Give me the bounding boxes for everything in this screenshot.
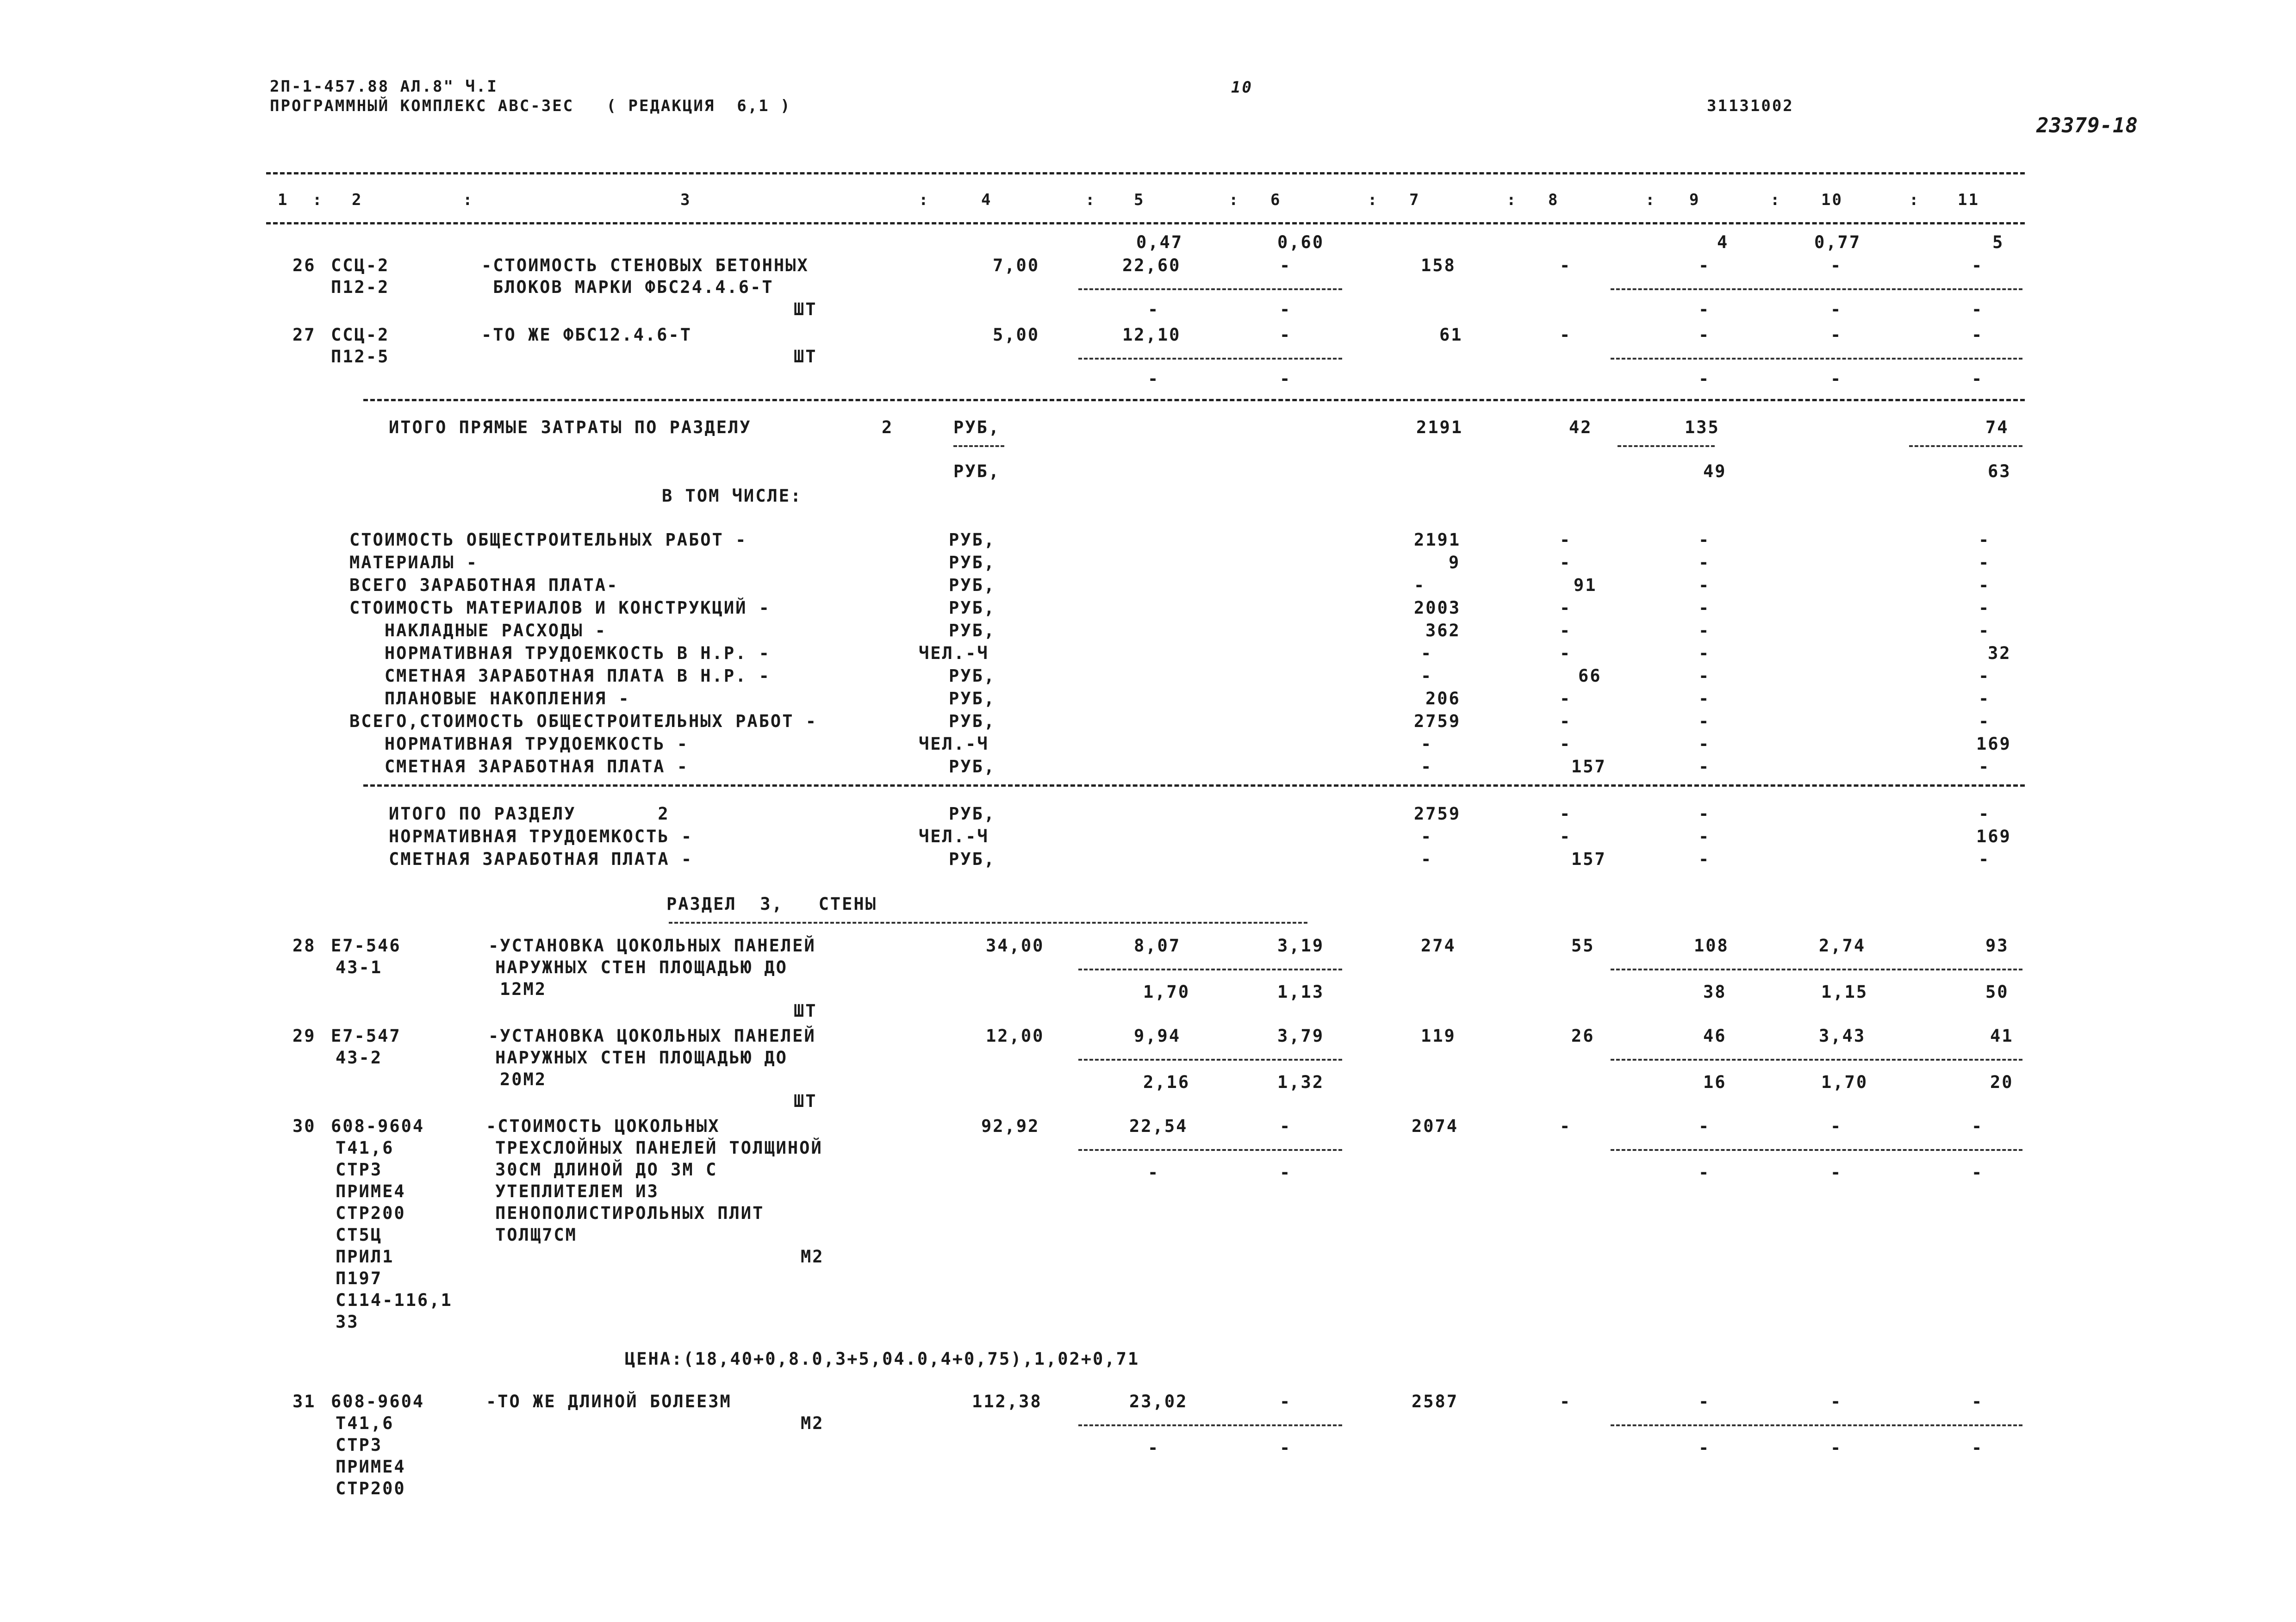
- cell-c7: 274: [1421, 936, 1456, 956]
- col-header-11: 11: [1958, 191, 1979, 209]
- breakdown-c9: -: [1699, 689, 1711, 708]
- item-desc-line: -СТОИМОСТЬ ЦОКОЛЬНЫХ: [486, 1116, 720, 1136]
- cell-qty: 12,00: [986, 1026, 1045, 1046]
- breakdown-c7: -: [1421, 643, 1433, 663]
- breakdown-c7: -: [1414, 575, 1426, 595]
- cell-c6: 3,79: [1277, 1026, 1325, 1046]
- totals-c7: -: [1421, 849, 1433, 869]
- cell-c10: -: [1830, 255, 1842, 275]
- breakdown-unit: РУБ,: [949, 598, 996, 618]
- breakdown-unit: РУБ,: [949, 757, 996, 777]
- item-desc-line: 30СМ ДЛИНОЙ ДО 3М С: [495, 1160, 718, 1180]
- cell-c10-bottom: -: [1830, 299, 1842, 319]
- breakdown-c9: -: [1699, 598, 1711, 618]
- cell-qty: 5,00: [993, 325, 1040, 345]
- totals-c8: -: [1560, 827, 1572, 846]
- cell-c5-bottom: 1,70: [1143, 982, 1190, 1002]
- cell-c5-top: 0,47: [1136, 232, 1183, 252]
- breakdown-label: СТОИМОСТЬ ОБЩЕСТРОИТЕЛЬНЫХ РАБОТ -: [349, 530, 747, 550]
- breakdown-c9: -: [1699, 575, 1711, 595]
- breakdown-c7: 206: [1425, 689, 1461, 708]
- breakdown-c7: 362: [1425, 621, 1461, 640]
- breakdown-c11: -: [1979, 621, 1991, 640]
- cell-c9-bottom: -: [1699, 1438, 1711, 1458]
- cell-c7: 61: [1439, 325, 1463, 345]
- item-code-line: СТР3: [336, 1160, 383, 1180]
- item-unit: М2: [801, 1247, 824, 1267]
- cell-divider: [1611, 1149, 2022, 1151]
- cell-c8: -: [1560, 325, 1572, 345]
- breakdown-c11: 32: [1988, 643, 2011, 663]
- direct-costs-c11: 74: [1985, 417, 2009, 437]
- cell-c9-bottom: -: [1699, 1162, 1711, 1182]
- price-formula: ЦЕНА:(18,40+0,8.0,3+5,04.0,4+0,75),1,02+0,71: [625, 1349, 1140, 1369]
- cell-c9-bottom: -: [1699, 299, 1711, 319]
- item-desc-line: -СТОИМОСТЬ СТЕНОВЫХ БЕТОННЫХ: [481, 255, 809, 275]
- breakdown-c7: 2759: [1414, 711, 1461, 731]
- breakdown-unit: РУБ,: [949, 711, 996, 731]
- breakdown-c11: -: [1979, 553, 1991, 572]
- cell-c6: 3,19: [1277, 936, 1325, 956]
- cell-c6: -: [1280, 325, 1292, 345]
- cell-c8: -: [1560, 1116, 1572, 1136]
- cell-c9: -: [1699, 1392, 1711, 1411]
- totals-c8: -: [1560, 804, 1572, 824]
- direct-costs-c9-bottom: 49: [1703, 461, 1727, 481]
- cell-divider: [1611, 358, 2022, 360]
- cell-c8: -: [1560, 255, 1572, 275]
- breakdown-c8: 66: [1578, 666, 1602, 686]
- item-code-line: 43-1: [336, 957, 383, 977]
- direct-costs-c8: 42: [1569, 417, 1593, 437]
- breakdown-c7: -: [1421, 757, 1433, 777]
- totals-c7: 2759: [1414, 804, 1461, 824]
- breakdown-c8: -: [1560, 689, 1572, 708]
- cell-c6: -: [1280, 1392, 1292, 1411]
- cell-divider: [1078, 1149, 1342, 1151]
- breakdown-c8: -: [1560, 643, 1572, 663]
- breakdown-c9: -: [1699, 621, 1711, 640]
- item-code-line: П12-2: [331, 277, 390, 297]
- direct-costs-unit: РУБ,: [953, 461, 1001, 481]
- breakdown-c11: -: [1979, 711, 1991, 731]
- cell-c11-bottom: -: [1972, 299, 1984, 319]
- cell-c7: 2587: [1412, 1392, 1459, 1411]
- item-desc-line: УТЕПЛИТЕЛЕМ ИЗ: [495, 1181, 659, 1201]
- item-desc-line: 20М2: [500, 1069, 547, 1089]
- direct-costs-unit: РУБ,: [953, 417, 1001, 437]
- breakdown-c8: 91: [1574, 575, 1597, 595]
- totals-label: СМЕТНАЯ ЗАРАБОТНАЯ ПЛАТА -: [389, 849, 693, 869]
- cell-c9: 46: [1703, 1026, 1727, 1046]
- totals-unit: РУБ,: [949, 804, 996, 824]
- breakdown-unit: ЧЕЛ.-Ч: [919, 643, 989, 663]
- cell-divider: [1078, 969, 1342, 970]
- breakdown-label: МАТЕРИАЛЫ -: [349, 553, 479, 572]
- cell-c11: -: [1972, 1116, 1984, 1136]
- cell-c10-bottom: -: [1830, 369, 1842, 389]
- totals-c9: -: [1699, 827, 1711, 846]
- cell-c9: 108: [1694, 936, 1729, 956]
- col-header-6: 6: [1270, 191, 1282, 209]
- totals-label: НОРМАТИВНАЯ ТРУДОЕМКОСТЬ -: [389, 827, 693, 846]
- item-code-line: СТР200: [336, 1203, 406, 1223]
- item-code-line: Е7-546: [331, 936, 401, 956]
- breakdown-unit: РУБ,: [949, 689, 996, 708]
- cell-c10-top: 0,77: [1814, 232, 1861, 252]
- cell-c10: 2,74: [1819, 936, 1866, 956]
- cell-c11-top: 5: [1992, 232, 2004, 252]
- item-number: 27: [292, 325, 316, 345]
- item-number: 29: [292, 1026, 316, 1046]
- cell-c10-bottom: -: [1830, 1438, 1842, 1458]
- cell-c9-bottom: 16: [1703, 1072, 1727, 1092]
- table-top-rule: [266, 172, 2025, 174]
- cell-c5-bottom: -: [1148, 1162, 1160, 1182]
- item-unit: ШТ: [794, 1001, 817, 1021]
- cell-c11-bottom: 20: [1990, 1072, 2014, 1092]
- item-desc-line: БЛОКОВ МАРКИ ФБС24.4.6-Т: [493, 277, 774, 297]
- breakdown-unit: РУБ,: [949, 575, 996, 595]
- col-header-5: 5: [1134, 191, 1145, 209]
- cell-qty: 92,92: [981, 1116, 1040, 1136]
- cell-c6-top: 0,60: [1277, 232, 1325, 252]
- cell-c9-bottom: 38: [1703, 982, 1727, 1002]
- breakdown-label: НОРМАТИВНАЯ ТРУДОЕМКОСТЬ В Н.Р. -: [349, 643, 771, 663]
- cell-c6-bottom: 1,32: [1277, 1072, 1325, 1092]
- cell-c10: -: [1830, 325, 1842, 345]
- cell-divider: [1078, 288, 1342, 290]
- cell-c6-bottom: 1,13: [1277, 982, 1325, 1002]
- item-desc-line: -ТО ЖЕ ФБС12.4.6-Т: [481, 325, 692, 345]
- cell-divider: [1618, 445, 1715, 447]
- cell-c8: -: [1560, 1392, 1572, 1411]
- item-code-line: ПРИЛ1: [336, 1247, 394, 1267]
- breakdown-c9: -: [1699, 530, 1711, 550]
- totals-c8: 157: [1571, 849, 1606, 869]
- breakdown-label: НОРМАТИВНАЯ ТРУДОЕМКОСТЬ -: [349, 734, 689, 754]
- cell-divider: [1078, 358, 1342, 360]
- cell-c5-bottom: -: [1148, 299, 1160, 319]
- item-code-line: ПРИМЕ4: [336, 1181, 406, 1201]
- col-header-1: 1: [278, 191, 289, 209]
- direct-costs-c7: 2191: [1416, 417, 1463, 437]
- cell-c10-bottom: 1,70: [1821, 1072, 1868, 1092]
- item-unit: М2: [801, 1413, 824, 1433]
- cell-c11: -: [1972, 255, 1984, 275]
- col-header-8: 8: [1548, 191, 1559, 209]
- cell-c5: 8,07: [1134, 936, 1181, 956]
- totals-c11: 169: [1976, 827, 2011, 846]
- cell-c11-bottom: -: [1972, 1438, 1984, 1458]
- cell-c6-bottom: -: [1280, 1162, 1292, 1182]
- cell-c11: 93: [1985, 936, 2009, 956]
- totals-c11: -: [1979, 804, 1991, 824]
- cell-c11-bottom: -: [1972, 369, 1984, 389]
- breakdown-c11: -: [1979, 666, 1991, 686]
- item-desc-line: 12М2: [500, 979, 547, 999]
- totals-unit: РУБ,: [949, 849, 996, 869]
- cell-c9-bottom: -: [1699, 369, 1711, 389]
- item-unit: ШТ: [794, 299, 817, 319]
- cell-c10: -: [1830, 1392, 1842, 1411]
- breakdown-label: СТОИМОСТЬ МАТЕРИАЛОВ И КОНСТРУКЦИЙ -: [349, 598, 771, 618]
- item-desc-line: ТОЛЩ7СМ: [495, 1225, 577, 1245]
- item-number: 30: [292, 1116, 316, 1136]
- breakdown-c11: -: [1979, 757, 1991, 777]
- item-desc-line: НАРУЖНЫХ СТЕН ПЛОЩАДЬЮ ДО: [495, 1048, 788, 1068]
- cell-c9: -: [1699, 1116, 1711, 1136]
- breakdown-unit: РУБ,: [949, 553, 996, 572]
- cell-c11: 41: [1990, 1026, 2014, 1046]
- item-desc-line: ТРЕХСЛОЙНЫХ ПАНЕЛЕЙ ТОЛЩИНОЙ: [495, 1138, 823, 1158]
- item-code-line: ПРИМЕ4: [336, 1457, 406, 1477]
- col-header-2: 2: [352, 191, 363, 209]
- cell-divider: [1078, 1424, 1342, 1426]
- cell-c11-bottom: -: [1972, 1162, 1984, 1182]
- breakdown-c8: -: [1560, 530, 1572, 550]
- cell-c6: -: [1280, 255, 1292, 275]
- breakdown-unit: РУБ,: [949, 530, 996, 550]
- cell-c5-bottom: 2,16: [1143, 1072, 1190, 1092]
- totals-c9: -: [1699, 849, 1711, 869]
- item-code-line: Е7-547: [331, 1026, 401, 1046]
- totals-unit: ЧЕЛ.-Ч: [919, 827, 989, 846]
- cell-c5: 23,02: [1129, 1392, 1188, 1411]
- cell-c5-bottom: -: [1148, 369, 1160, 389]
- col-header-10: 10: [1821, 191, 1843, 209]
- totals-c11: -: [1979, 849, 1991, 869]
- breakdown-label: ВСЕГО ЗАРАБОТНАЯ ПЛАТА-: [349, 575, 619, 595]
- cell-qty: 112,38: [972, 1392, 1042, 1411]
- section-title-rule: [669, 922, 1307, 924]
- direct-costs-label: ИТОГО ПРЯМЫЕ ЗАТРАТЫ ПО РАЗДЕЛУ: [389, 417, 752, 437]
- cell-c5: 22,54: [1129, 1116, 1188, 1136]
- col-header-7: 7: [1409, 191, 1420, 209]
- cell-divider: [1078, 1059, 1342, 1061]
- direct-costs-c11-bottom: 63: [1988, 461, 2011, 481]
- cell-c6-bottom: -: [1280, 369, 1292, 389]
- breakdown-c9: -: [1699, 553, 1711, 572]
- item-code-line: Т41,6: [336, 1138, 394, 1158]
- breakdown-c8: -: [1560, 598, 1572, 618]
- cell-qty: 7,00: [993, 255, 1040, 275]
- item-number: 26: [292, 255, 316, 275]
- cell-c6-bottom: -: [1280, 1438, 1292, 1458]
- cell-c11: -: [1972, 325, 1984, 345]
- item-code-line: 608-9604: [331, 1116, 425, 1136]
- cell-c10: -: [1830, 1116, 1842, 1136]
- including-label: В ТОМ ЧИСЛЕ:: [662, 486, 803, 506]
- breakdown-c11: 169: [1976, 734, 2011, 754]
- cell-c11-bottom: 50: [1985, 982, 2009, 1002]
- item-desc-line: -ТО ЖЕ ДЛИНОЙ БОЛЕЕ3М: [486, 1392, 732, 1411]
- direct-costs-c9: 135: [1685, 417, 1720, 437]
- item-code-line: СТР200: [336, 1479, 406, 1498]
- cell-c5: 12,10: [1122, 325, 1181, 345]
- breakdown-label: СМЕТНАЯ ЗАРАБОТНАЯ ПЛАТА В Н.Р. -: [349, 666, 771, 686]
- item-code-line: 608-9604: [331, 1392, 425, 1411]
- cell-c7: 158: [1421, 255, 1456, 275]
- cell-c7: 2074: [1412, 1116, 1459, 1136]
- item-unit: ШТ: [794, 347, 817, 367]
- item-desc-line: ПЕНОПОЛИСТИРОЛЬНЫХ ПЛИТ: [495, 1203, 765, 1223]
- cell-c8: 55: [1571, 936, 1595, 956]
- item-code-line: 33: [336, 1312, 359, 1332]
- cell-divider: [1611, 1424, 2022, 1426]
- item-desc-line: -УСТАНОВКА ЦОКОЛЬНЫХ ПАНЕЛЕЙ: [488, 1026, 816, 1046]
- breakdown-c11: -: [1979, 530, 1991, 550]
- breakdown-label: НАКЛАДНЫЕ РАСХОДЫ -: [349, 621, 607, 640]
- breakdown-c11: -: [1979, 598, 1991, 618]
- breakdown-c7: 9: [1449, 553, 1461, 572]
- direct-costs-section: 2: [882, 417, 894, 437]
- breakdown-c9: -: [1699, 666, 1711, 686]
- cell-c5-bottom: -: [1148, 1438, 1160, 1458]
- section-rule: [363, 399, 2025, 401]
- totals-c9: -: [1699, 804, 1711, 824]
- cell-c10-bottom: -: [1830, 1162, 1842, 1182]
- page-number: 10: [1231, 78, 1253, 97]
- cell-c10: 3,43: [1819, 1026, 1866, 1046]
- breakdown-c11: -: [1979, 689, 1991, 708]
- breakdown-c8: -: [1560, 734, 1572, 754]
- cell-c9: -: [1699, 255, 1711, 275]
- program-title: ПРОГРАММНЫЙ КОМПЛЕКС АВС-ЗЕС ( РЕДАКЦИЯ 6,1 ): [270, 97, 791, 115]
- cell-divider: [1611, 288, 2022, 290]
- breakdown-c9: -: [1699, 643, 1711, 663]
- breakdown-c8: 157: [1571, 757, 1606, 777]
- breakdown-c7: 2003: [1414, 598, 1461, 618]
- breakdown-label: ПЛАНОВЫЕ НАКОПЛЕНИЯ -: [349, 689, 630, 708]
- cell-c8: 26: [1571, 1026, 1595, 1046]
- item-code-line: СТ5Ц: [336, 1225, 383, 1245]
- item-code-line: С114-116,1: [336, 1290, 453, 1310]
- cell-c9-top: 4: [1717, 232, 1729, 252]
- item-unit: ШТ: [794, 1091, 817, 1111]
- col-header-9: 9: [1689, 191, 1700, 209]
- breakdown-c7: 2191: [1414, 530, 1461, 550]
- cell-divider: [1611, 969, 2022, 970]
- cell-c7: 119: [1421, 1026, 1456, 1046]
- breakdown-c11: -: [1979, 575, 1991, 595]
- item-number: 31: [292, 1392, 316, 1411]
- col-header-4: 4: [981, 191, 992, 209]
- cell-c9: -: [1699, 325, 1711, 345]
- cell-c5: 9,94: [1134, 1026, 1181, 1046]
- item-code-line: П12-5: [331, 347, 390, 367]
- item-code-line: ССЦ-2: [331, 325, 390, 345]
- breakdown-c8: -: [1560, 711, 1572, 731]
- totals-c7: -: [1421, 827, 1433, 846]
- breakdown-unit: РУБ,: [949, 666, 996, 686]
- item-code-line: П197: [336, 1268, 383, 1288]
- item-code-line: СТР3: [336, 1435, 383, 1455]
- breakdown-unit: ЧЕЛ.-Ч: [919, 734, 989, 754]
- item-code-line: 43-2: [336, 1048, 383, 1068]
- totals-label: ИТОГО ПО РАЗДЕЛУ 2: [389, 804, 670, 824]
- doc-number: 31131002: [1707, 97, 1794, 115]
- breakdown-c9: -: [1699, 711, 1711, 731]
- col-header-3: 3: [680, 191, 691, 209]
- cell-c6-bottom: -: [1280, 299, 1292, 319]
- cell-c5: 22,60: [1122, 255, 1181, 275]
- cell-divider: [1611, 1059, 2022, 1061]
- breakdown-c9: -: [1699, 757, 1711, 777]
- cell-c6: -: [1280, 1116, 1292, 1136]
- cell-c11: -: [1972, 1392, 1984, 1411]
- item-code-line: ССЦ-2: [331, 255, 390, 275]
- item-desc-line: -УСТАНОВКА ЦОКОЛЬНЫХ ПАНЕЛЕЙ: [488, 936, 816, 956]
- breakdown-c8: -: [1560, 621, 1572, 640]
- table-header-rule: [266, 222, 2025, 224]
- breakdown-c7: -: [1421, 734, 1433, 754]
- cell-qty: 34,00: [986, 936, 1045, 956]
- breakdown-unit: РУБ,: [949, 621, 996, 640]
- breakdown-label: ВСЕГО,СТОИМОСТЬ ОБЩЕСТРОИТЕЛЬНЫХ РАБОТ -: [349, 711, 818, 731]
- doc-code: 2П-1-457.88 АЛ.8" Ч.I: [270, 77, 498, 96]
- breakdown-c8: -: [1560, 553, 1572, 572]
- item-code-line: Т41,6: [336, 1413, 394, 1433]
- cell-divider: [953, 445, 1004, 447]
- breakdown-label: СМЕТНАЯ ЗАРАБОТНАЯ ПЛАТА -: [349, 757, 689, 777]
- cell-divider: [1909, 445, 2022, 447]
- item-desc-line: НАРУЖНЫХ СТЕН ПЛОЩАДЬЮ ДО: [495, 957, 788, 977]
- cell-c10-bottom: 1,15: [1821, 982, 1868, 1002]
- archive-stamp: 23379-18: [2036, 114, 2138, 137]
- breakdown-c7: -: [1421, 666, 1433, 686]
- breakdown-c9: -: [1699, 734, 1711, 754]
- section-title: РАЗДЕЛ 3, СТЕНЫ: [666, 894, 877, 914]
- item-number: 28: [292, 936, 316, 956]
- section-rule: [363, 784, 2025, 787]
